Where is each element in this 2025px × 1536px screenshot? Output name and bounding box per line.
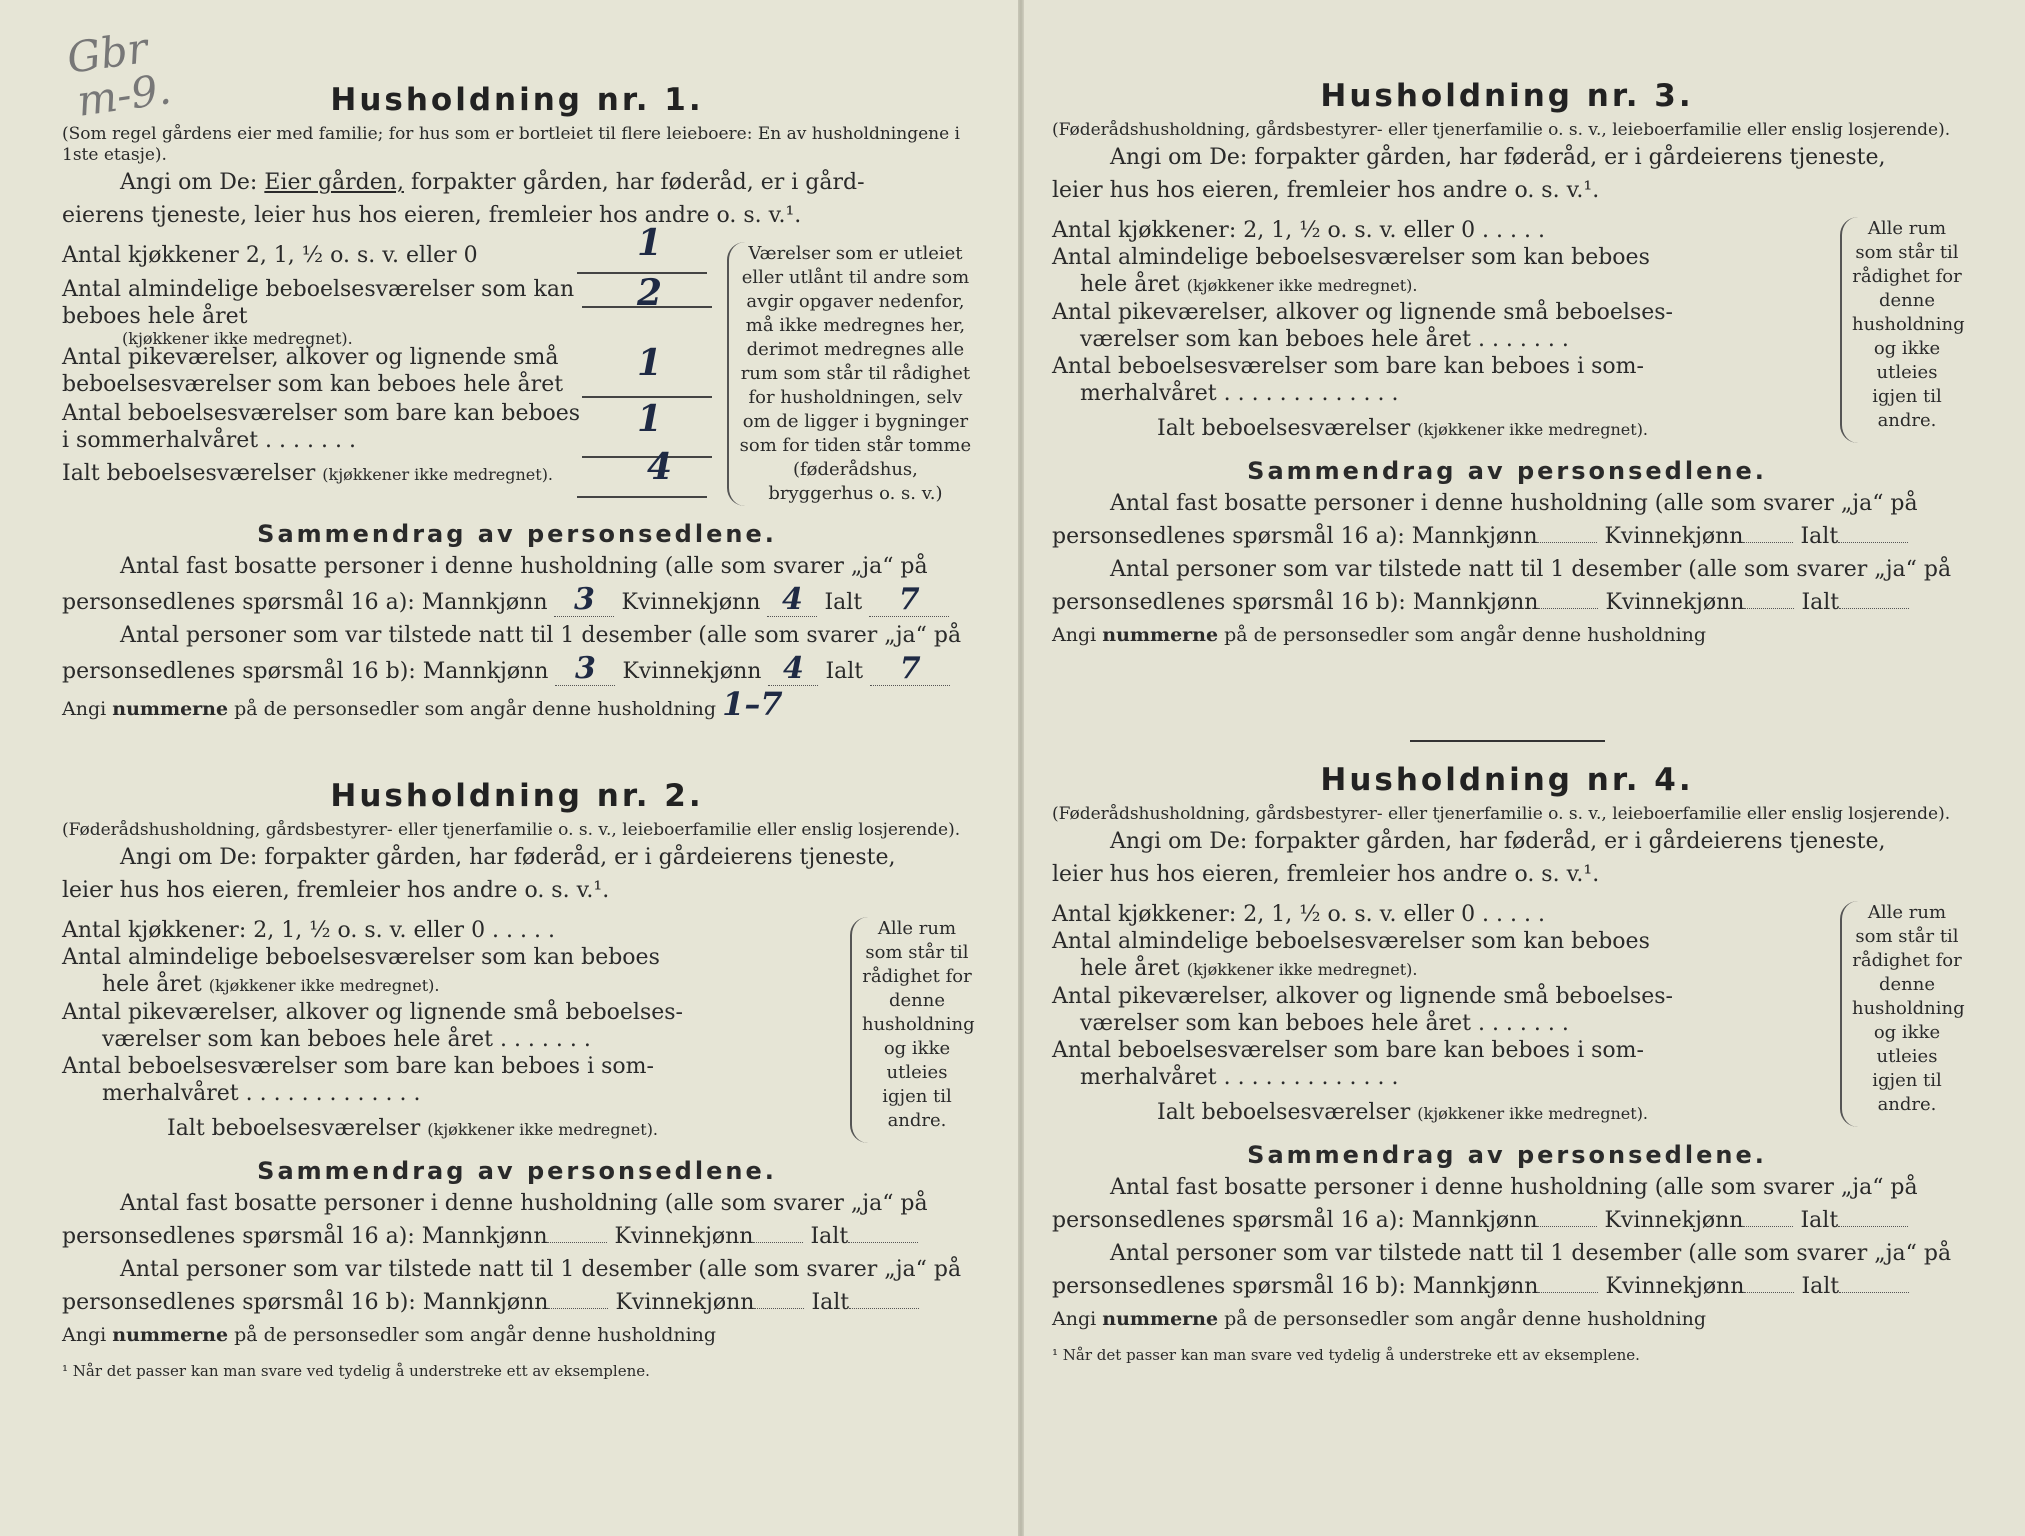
section-divider (1410, 740, 1605, 742)
household-1-angi-line: Angi om De: Eier gården, forpakter gården, har føderåd, er i gård- (120, 170, 865, 195)
room-row-summer: Antal beboelsesværelser som bare kan beboes i sommerhalvåret . . . . . . . 1 (62, 400, 582, 460)
household-1: Husholdning nr. 1. (Som regel gårdens eier med familie; for hus som er bortleiet til flere leieboere: En av husholdningene i 1ste etasje). Angi om De: Eier gården, forpakter gården, har føderåd, er i gård- eierens tjeneste, leier hus hos eieren, fremleier hos andre o. s. v.¹. Antal kjøkkener 2, 1, ½ o. s. v. eller 0 1 Antal almindelige beboelsesværelser som kan beboes hele året (kjøkkener ikke medregnet). 2 Antal pikeværelser, alkover og lignende små beboelsesværelser som kan beboes hele året 1 Antal beboelsesværelser som bare kan beboes i sommerhalvåret . . . . . . . 1 Ialt beboelsesværelser (kjøkkener ikke medregnet). 4 Værelser som er utleiet eller utlånt til andre som avgir opgaver nedenfor, må ikke medregnes her, derimot medregnes alle rum som står til rådighet for husholdningen, selv om de ligger i bygninger som for tiden står tomme (føderådshus, bryggerhus o. s. v.) Sammendrag av personsedlene. Antal fast bosatte personer i denne husholdning (alle som svarer „ja“ på personsedlenes spørsmål 16 a): Mannkjønn 3 Kvinnekjønn 4 Ialt 7 Antal personer som var tilstede natt til 1 desember (alle som svarer „ja“ på personsedlenes spørsmål 16 b): Mannkjønn 3 Kvinnekjønn 4 Ialt 7 Angi nummerne på de personsedler som angår denne husholdning 1–7 (62, 82, 972, 726)
household-1-note: (Som regel gårdens eier med familie; for hus som er bortleiet til flere leieboere: En av husholdningene i 1ste etasje). (62, 124, 960, 165)
numbers-row: Angi nummerne på de personsedler som angår denne husholdning 1–7 (62, 685, 783, 723)
rooms-note: Alle rum som står til rådighet for denne husholdning og ikke utleies igjen til andre. (1840, 217, 1962, 443)
room-row-ordinary: Antal almindelige beboelsesværelser som kan beboes hele året (kjøkkener ikke medregnet). 2 (62, 276, 582, 344)
room-row-total: Ialt beboelsesværelser (kjøkkener ikke medregnet). 4 (62, 460, 707, 500)
household-4: Husholdning nr. 4. (Føderådshusholdning, gårdsbestyrer- eller tjenerfamilie o. s. v., leieboerfamilie eller enslig losjerende). Angi om De: forpakter gården, har føderåd, er i gårdeierens tjeneste, leier hus hos eieren, fremleier hos andre o. s. v.¹. Antal kjøkkener: 2, 1, ½ o. s. v. eller 0 . . . . . Antal almindelige beboelsesværelser som kan beboes hele året (kjøkkener ikke medregnet). Antal pikeværelser, alkover og lignende små beboelses- værelser som kan beboes hele året . . . . . . . Antal beboelsesværelser som bare kan beboes i som- merhalvåret . . . . . . . . . . . . . Ialt beboelsesværelser (kjøkkener ikke medregnet). Alle rum som står til rådighet for denne husholdning og ikke utleies igjen til andre. Sammendrag av personsedlene. Antal fast bosatte personer i denne husholdning (alle som svarer „ja“ på personsedlenes spørsmål 16 a): Mannkjønn Kvinnekjønn Ialt Antal personer som var tilstede natt til 1 desember (alle som svarer „ja“ på personsedlenes spørsmål 16 b): Mannkjønn Kvinnekjønn Ialt Angi nummerne på de personsedler som angår denne husholdning ¹ Når det passer kan man svare ved tydelig å understreke ett av eksemplene. (1052, 762, 1965, 1364)
household-3: Husholdning nr. 3. (Føderådshusholdning, gårdsbestyrer- eller tjenerfamilie o. s. v., leieboerfamilie eller enslig losjerende). Angi om De: forpakter gården, har føderåd, er i gårdeierens tjeneste, leier hus hos eieren, fremleier hos andre o. s. v.¹. Antal kjøkkener: 2, 1, ½ o. s. v. eller 0 . . . . . Antal almindelige beboelsesværelser som kan beboes hele året (kjøkkener ikke medregnet). Antal pikeværelser, alkover og lignende små beboelses- værelser som kan beboes hele året . . . . . . . Antal beboelsesværelser som bare kan beboes i som- merhalvåret . . . . . . . . . . . . . Ialt beboelsesværelser (kjøkkener ikke medregnet). Alle rum som står til rådighet for denne husholdning og ikke utleies igjen til andre. Sammendrag av personsedlene. Antal fast bosatte personer i denne husholdning (alle som svarer „ja“ på personsedlenes spørsmål 16 a): Mannkjønn Kvinnekjønn Ialt Antal personer som var tilstede natt til 1 desember (alle som svarer „ja“ på personsedlenes spørsmål 16 b): Mannkjønn Kvinnekjønn Ialt Angi nummerne på de personsedler som angår denne husholdning (1052, 78, 1965, 646)
handwritten-value: 1 (637, 342, 663, 384)
page-fold (1018, 0, 1024, 1536)
handwritten-scrawl: Gbr m-9. (63, 23, 175, 126)
handwritten-value: 4 (647, 446, 673, 488)
rooms-note: Værelser som er utleiet eller utlånt til andre som avgir opgaver nedenfor, må ikke medregnes her, derimot medregnes alle rum som står til rådighet for husholdningen, selv om de ligger i bygninger som for tiden står tomme (føderådshus, bryggerhus o. s. v.) (727, 242, 972, 506)
summary-title: Sammendrag av personsedlene. (257, 520, 777, 548)
household-2: Husholdning nr. 2. (Føderådshusholdning, gårdsbestyrer- eller tjenerfamilie o. s. v., leieboerfamilie eller enslig losjerende). Angi om De: forpakter gården, har føderåd, er i gårdeierens tjeneste, leier hus hos eieren, fremleier hos andre o. s. v.¹. Antal kjøkkener: 2, 1, ½ o. s. v. eller 0 . . . . . Antal almindelige beboelsesværelser som kan beboes hele året (kjøkkener ikke medregnet). Antal pikeværelser, alkover og lignende små beboelses- værelser som kan beboes hele året . . . . . . . Antal beboelsesværelser som bare kan beboes i som- merhalvåret . . . . . . . . . . . . . Ialt beboelsesværelser (kjøkkener ikke medregnet). Alle rum som står til rådighet for denne husholdning og ikke utleies igjen til andre. Sammendrag av personsedlene. Antal fast bosatte personer i denne husholdning (alle som svarer „ja“ på personsedlenes spørsmål 16 a): Mannkjønn Kvinnekjønn Ialt Antal personer som var tilstede natt til 1 desember (alle som svarer „ja“ på personsedlenes spørsmål 16 b): Mannkjønn Kvinnekjønn Ialt Angi nummerne på de personsedler som angår denne husholdning ¹ Når det passer kan man svare ved tydelig å understreke ett av eksemplene. (62, 778, 975, 1380)
room-row-small: Antal pikeværelser, alkover og lignende små beboelsesværelser som kan beboes hele året 1 (62, 344, 582, 400)
household-1-angi-line-2: eierens tjeneste, leier hus hos eieren, fremleier hos andre o. s. v.¹. (62, 203, 802, 228)
footnote: ¹ Når det passer kan man svare ved tydelig å understreke ett av eksemplene. (62, 1362, 650, 1380)
room-row-kitchens: Antal kjøkkener 2, 1, ½ o. s. v. eller 0 1 (62, 242, 707, 276)
household-3-title: Husholdning nr. 3. (1320, 78, 1694, 114)
household-2-title: Husholdning nr. 2. (330, 778, 704, 814)
q16a-row: personsedlenes spørsmål 16 a): Mannkjønn 3 Kvinnekjønn 4 Ialt 7 (62, 583, 972, 619)
household-4-title: Husholdning nr. 4. (1320, 762, 1694, 798)
rooms-note: Alle rum som står til rådighet for denne husholdning og ikke utleies igjen til andre. (850, 917, 972, 1143)
handwritten-value: 1 (637, 222, 663, 264)
handwritten-value: 1 (637, 398, 663, 440)
rooms-note: Alle rum som står til rådighet for denne husholdning og ikke utleies igjen til andre. (1840, 901, 1962, 1127)
handwritten-value: 2 (637, 272, 663, 314)
footnote: ¹ Når det passer kan man svare ved tydelig å understreke ett av eksemplene. (1052, 1346, 1640, 1364)
household-1-title: Husholdning nr. 1. (330, 82, 704, 118)
q16b-row: personsedlenes spørsmål 16 b): Mannkjønn 3 Kvinnekjønn 4 Ialt 7 (62, 652, 972, 688)
eier-garden-underlined: Eier gården, (264, 170, 404, 195)
household-1-rooms (62, 222, 972, 506)
